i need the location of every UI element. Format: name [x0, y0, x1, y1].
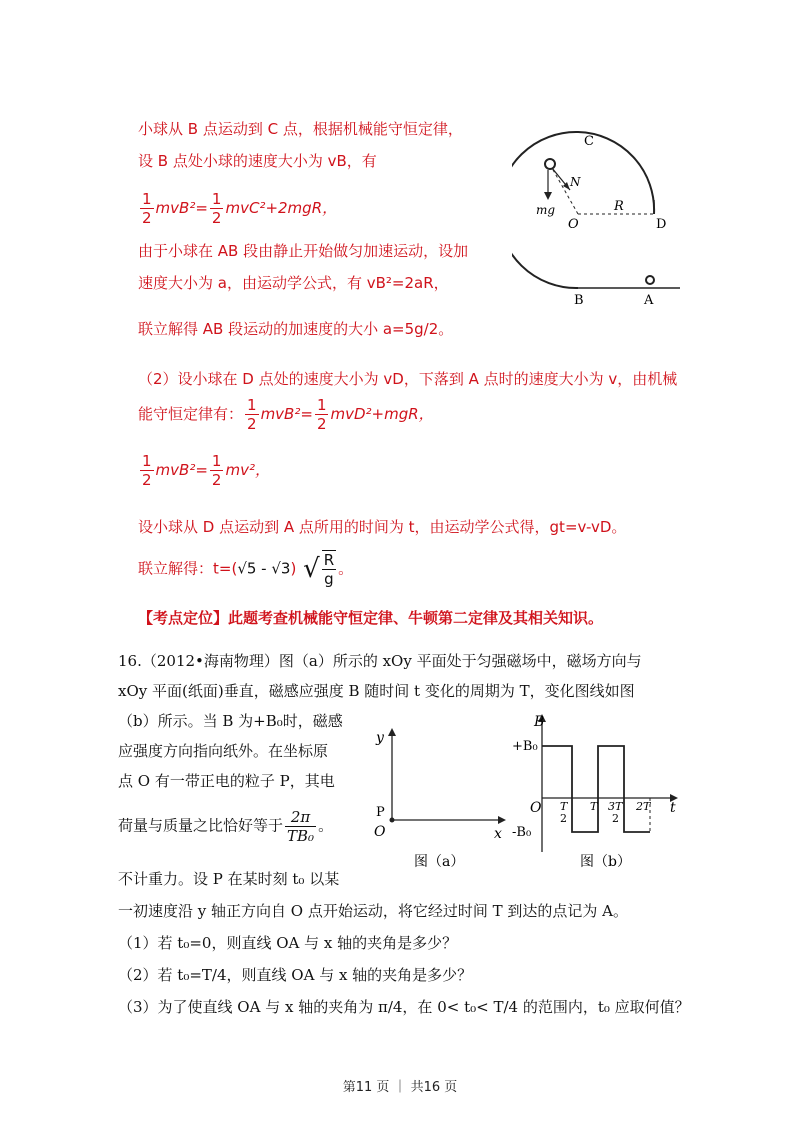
circle-track-figure: [512, 130, 684, 310]
svg-text:mg: mg: [536, 203, 556, 217]
svg-text:T: T: [590, 800, 598, 813]
solution-line-4: 速度大小为 a，由运动学公式，有 vB²=2aR，: [138, 274, 449, 292]
svg-text:2: 2: [560, 812, 567, 825]
svg-text:O: O: [568, 217, 579, 232]
svg-text:A: A: [644, 293, 654, 308]
solution-line-6: （2）设小球在 D 点处的速度大小为 vD，下落到 A 点时的速度大小为 v，由机械: [138, 370, 678, 388]
fraction-half: $\frac{1}{2}$: [142, 190, 152, 227]
svg-text:B: B: [534, 714, 545, 730]
svg-text:3T: 3T: [608, 800, 623, 813]
svg-text:t: t: [670, 800, 676, 816]
ball-a-icon: [646, 276, 654, 284]
equation-energy-ba: $\frac{1}{2}$ mvB²= $\frac{1}{2}$ mv²，: [142, 452, 270, 489]
problem-line-4: 应强度方向指向纸外。在坐标原: [118, 742, 329, 760]
ball-icon: [545, 159, 555, 169]
question-1: （1）若 t₀=0，则直线 OA 与 x 轴的夹角是多少？: [118, 934, 458, 952]
svg-text:图（a）: 图（a）: [414, 854, 465, 870]
svg-text:T: T: [560, 800, 568, 813]
figure-b: [512, 712, 687, 872]
sqrt-r-over-g: √ $\frac{R}{g}$: [303, 551, 335, 588]
equation-energy-bd: 能守恒定律有： $\frac{1}{2}$ mvB²= $\frac{1}{2}$ mvD²+mgR，: [138, 396, 434, 433]
solution-line-3: 由于小球在 AB 段由静止开始做匀加速运动，设加: [138, 242, 469, 260]
solution-line-9: 联立解得：t=(√5 - √3) √ $\frac{R}{g}$ 。: [138, 551, 354, 588]
svg-text:y: y: [376, 730, 384, 746]
svg-text:D: D: [656, 217, 667, 232]
solution-line-8: 设小球从 D 点运动到 A 点所用的时间为 t，由运动学公式得，gt=v-vD。: [138, 518, 627, 536]
fraction-half: $\frac{1}{2}$: [211, 452, 222, 489]
svg-text:+B₀: +B₀: [512, 739, 538, 754]
problem-line-6: 荷量与质量之比恰好等于 $\frac{2\pi}{\text{TB₀}}$ 。: [118, 808, 334, 845]
svg-text:O: O: [374, 824, 386, 840]
svg-text:2T: 2T: [636, 800, 651, 813]
problem-line-2: xOy 平面(纸面)垂直，磁感应强度 B 随时间 t 变化的周期为 T，变化图线如图: [118, 682, 635, 700]
svg-text:B: B: [574, 293, 584, 308]
page-footer: 第11 页 ｜ 共16 页: [342, 1080, 458, 1095]
fraction-half: $\frac{1}{2}$: [316, 396, 327, 433]
fraction-half: $\frac{1}{2}$: [247, 396, 257, 433]
problem-line-5: 点 O 有一带正电的粒子 P，其电: [118, 772, 335, 790]
solution-key-point: 【考点定位】此题考查机械能守恒定律、牛顿第二定律及其相关知识。: [138, 609, 604, 627]
svg-text:P: P: [376, 805, 385, 820]
solution-line-1: 小球从 B 点运动到 C 点，根据机械能守恒定律，: [138, 120, 463, 138]
problem-line-8: 一初速度沿 y 轴正方向自 O 点开始运动，将它经过时间 T 到达的点记为 A。: [118, 902, 628, 920]
figure-a: [362, 720, 512, 870]
problem-line-3: （b）所示。当 B 为+B₀时，磁感: [118, 712, 343, 730]
svg-text:N: N: [570, 175, 581, 189]
problem-line-1: 16.（2012•海南物理）图（a）所示的 xOy 平面处于匀强磁场中，磁场方向与: [118, 652, 642, 670]
equation-energy-bc: $\frac{1}{2}$ mvB²= $\frac{1}{2}$ mvC²+2mgR，: [142, 190, 338, 227]
charge-mass-ratio: $\frac{2\pi}{\text{TB₀}}$: [287, 808, 315, 845]
solution-line-5: 联立解得 AB 段运动的加速度的大小 a=5g/2。: [138, 320, 454, 338]
fraction-half: $\frac{1}{2}$: [211, 190, 222, 227]
question-2: （2）若 t₀=T/4，则直线 OA 与 x 轴的夹角是多少？: [118, 966, 473, 984]
svg-text:图（b）: 图（b）: [580, 854, 631, 870]
svg-text:-B₀: -B₀: [512, 825, 532, 840]
question-3: （3）为了使直线 OA 与 x 轴的夹角为 π/4，在 0< t₀< T/4 的范围内，t₀ 应取何值？: [118, 998, 690, 1016]
problem-line-7: 不计重力。设 P 在某时刻 t₀ 以某: [118, 870, 340, 888]
svg-text:2: 2: [612, 812, 619, 825]
svg-text:R: R: [614, 199, 624, 214]
svg-text:x: x: [494, 826, 502, 842]
svg-text:C: C: [584, 134, 594, 149]
svg-text:O: O: [530, 800, 542, 816]
fraction-half: $\frac{1}{2}$: [142, 452, 152, 489]
solution-line-2: 设 B 点处小球的速度大小为 vB，有: [138, 152, 377, 170]
